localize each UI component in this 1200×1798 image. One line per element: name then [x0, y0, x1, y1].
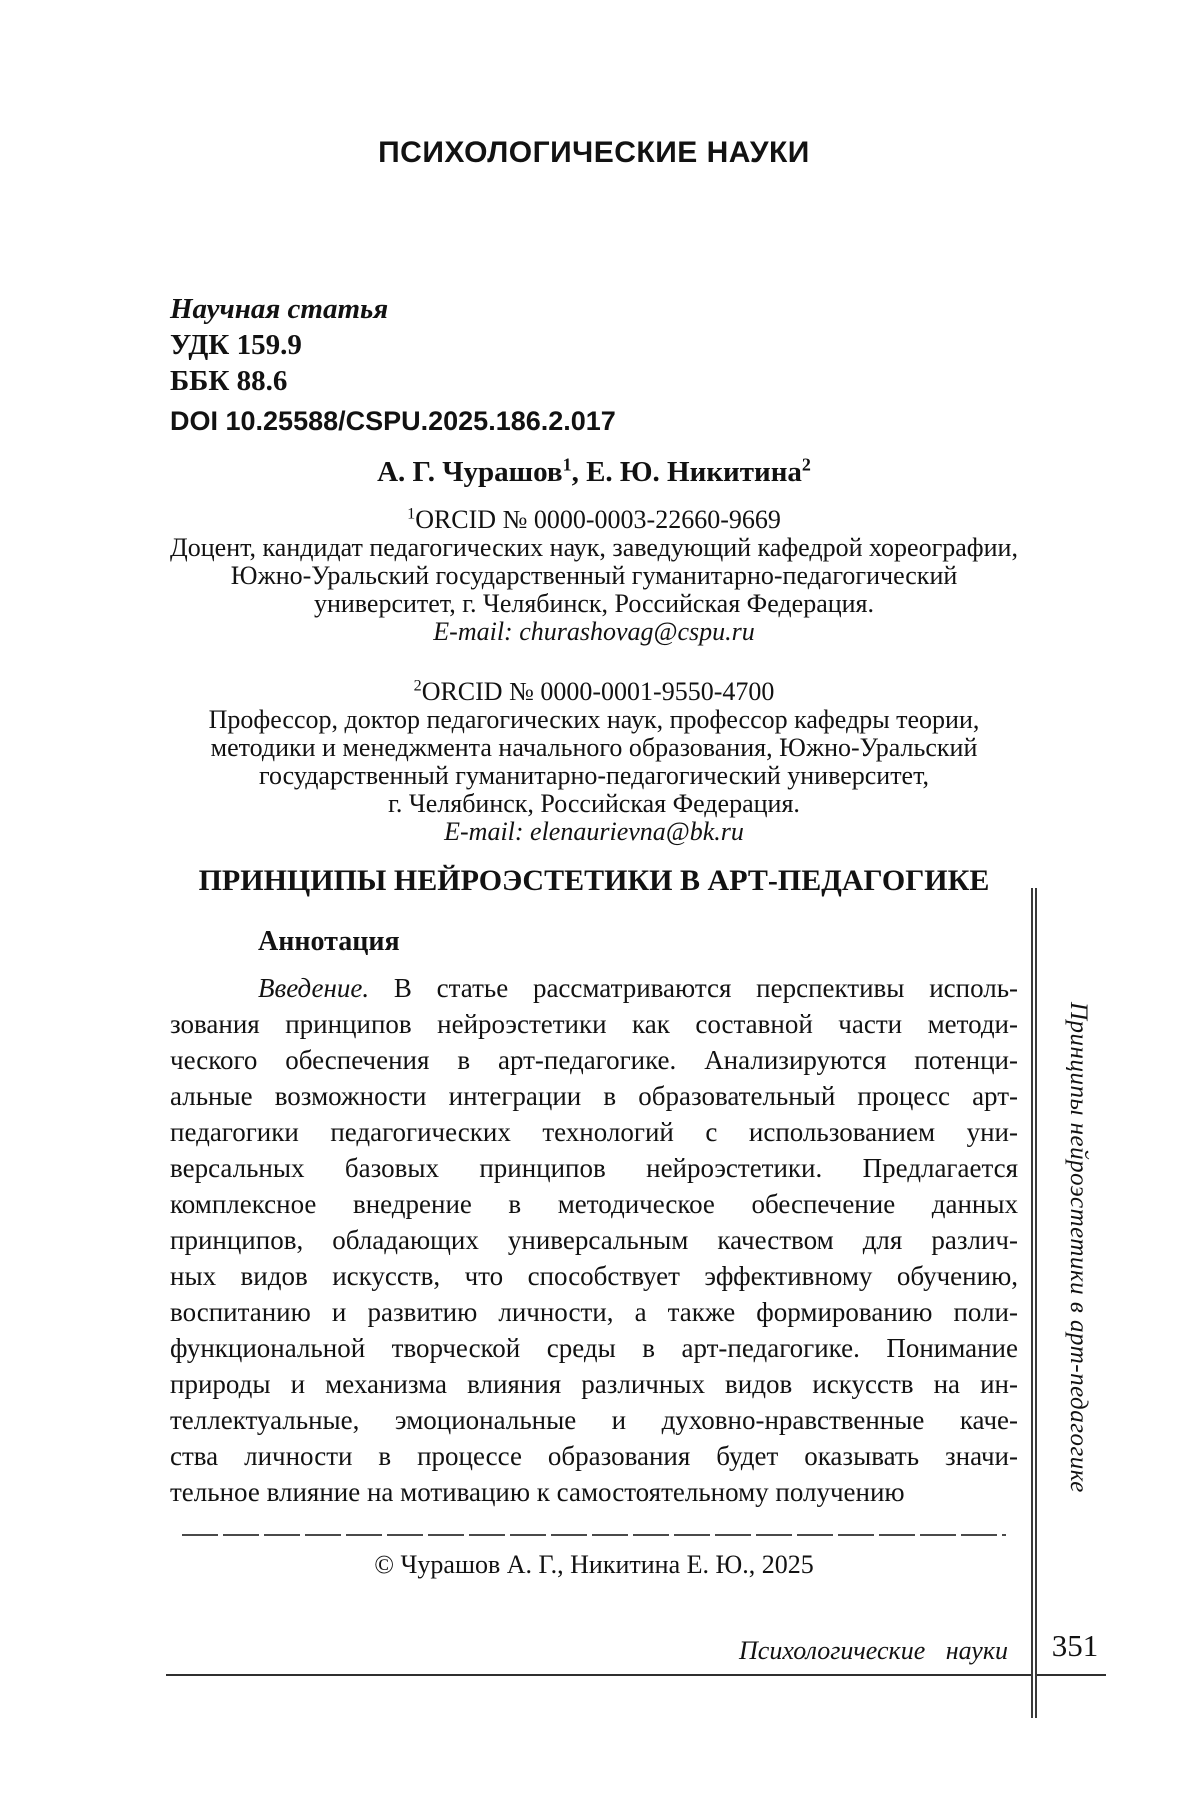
text-line: ства личности в процессе образования будет оказывать значи-: [170, 1441, 1018, 1471]
text-line: педагогики педагогических технологий с использованием уни-: [170, 1117, 1018, 1147]
author1-superscript: 1: [562, 454, 572, 475]
text-line: тельное влияние на мотивацию к самостоятельному получению: [170, 1477, 905, 1507]
text-line: версальных базовых принципов нейроэстетики. Предлагается: [170, 1153, 1018, 1183]
text-line: Южно-Уральский государственный гуманитарно-педагогический: [230, 561, 958, 590]
text-line: университет, г. Челябинск, Российская Федерация.: [313, 589, 875, 618]
author2-affiliation-block: [170, 678, 1018, 846]
footer-rule: [166, 1674, 1106, 1676]
abstract-heading: Аннотация: [258, 926, 400, 957]
text-line: Профессор, доктор педагогических наук, профессор кафедры теории,: [208, 705, 980, 734]
text-line: зования принципов нейроэстетики как составной части методи-: [170, 1009, 1018, 1039]
abstract-lines: [170, 1006, 1018, 1510]
author2-orcid: [170, 678, 1018, 706]
running-footer-section: Психологические науки: [739, 1636, 1008, 1665]
copyright-line: © Чурашов А. Г., Никитина Е. Ю., 2025: [374, 1550, 814, 1579]
sidebar-vertical-rule: [1031, 888, 1037, 1718]
abstract-lead-word: Введение.: [258, 973, 370, 1003]
author1-name: А. Г. Чурашов: [377, 456, 563, 488]
author1-orcid-number: ORCID № 0000-0003-22660-9669: [415, 505, 781, 534]
author2-orcid-superscript: 2: [413, 677, 422, 695]
text-line: методики и менеджмента начального образования, Южно-Уральский: [210, 733, 978, 762]
udk-code: УДК 159.9: [170, 329, 302, 361]
author1-orcid-superscript: 1: [407, 505, 416, 523]
bbk-code: ББК 88.6: [170, 365, 288, 397]
author2-name: Е. Ю. Никитина: [586, 456, 802, 488]
author1-email: E-mail: churashovag@cspu.ru: [433, 617, 755, 646]
text-line: ческого обеспечения в арт-педагогике. Анализируются потенци-: [170, 1045, 1018, 1075]
section-header: ПСИХОЛОГИЧЕСКИЕ НАУКИ: [378, 136, 810, 169]
text-line: комплексное внедрение в методическое обеспечение данных: [170, 1189, 1018, 1219]
authors-separator: ,: [571, 456, 587, 488]
authors-line: [170, 456, 1018, 489]
article-title: ПРИНЦИПЫ НЕЙРОЭСТЕТИКИ В АРТ-ПЕДАГОГИКЕ: [198, 864, 990, 897]
doi: DOI 10.25588/CSPU.2025.186.2.017: [170, 406, 616, 436]
text-line: принципов, обладающих универсальным качеством для различ-: [170, 1225, 1018, 1255]
text-line: функциональной творческой среды в арт-педагогике. Понимание: [170, 1333, 1018, 1363]
abstract-line: [170, 970, 1018, 1006]
abstract-text: [170, 970, 1018, 1510]
page-number: 351: [1051, 1628, 1099, 1663]
copyright-divider-rule: [182, 1534, 1006, 1536]
author2-superscript: 2: [801, 454, 811, 475]
author1-affiliation-block: [170, 506, 1018, 646]
text-line: природы и механизма влияния различных видов искусств на ин-: [170, 1369, 1018, 1399]
text-line: ных видов искусств, что способствует эффективному обучению,: [170, 1261, 1018, 1291]
author2-email: E-mail: elenaurievna@bk.ru: [444, 817, 744, 846]
text-line: теллектуальные, эмоциональные и духовно-нравственные каче-: [170, 1405, 1018, 1435]
text-line: воспитанию и развитию личности, а также формированию поли-: [170, 1297, 1018, 1327]
author1-orcid: [170, 506, 1018, 534]
author2-orcid-number: ORCID № 0000-0001-9550-4700: [421, 677, 775, 706]
text-line: г. Челябинск, Российская Федерация.: [388, 789, 800, 818]
article-type-label: Научная статья: [170, 293, 389, 325]
author1-affiliation-lines: [170, 534, 1018, 618]
author2-affiliation-lines: [170, 706, 1018, 818]
text-line: государственный гуманитарно-педагогический университет,: [258, 761, 930, 790]
sidebar-running-title: Принципы нейроэстетики в арт-педагогике: [1065, 1002, 1092, 1493]
text-line: альные возможности интеграции в образовательный процесс арт-: [170, 1081, 1018, 1111]
abstract-line1-rest: В статье рассматриваются перспективы исполь-: [369, 973, 1018, 1003]
text-line: Доцент, кандидат педагогических наук, заведующий кафедрой хореографии,: [170, 533, 1018, 562]
